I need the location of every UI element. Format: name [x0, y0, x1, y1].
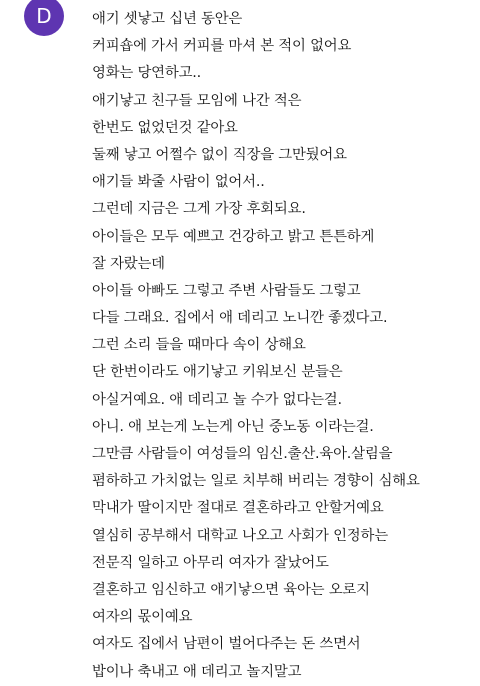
- comment-line: 그런데 지금은 그게 가장 후회되요.: [92, 201, 306, 218]
- comment-line: 애기 셋낳고 십년 동안은: [92, 11, 243, 27]
- comment-line: 애기낳고 친구들 모임에 나간 적은: [92, 92, 302, 109]
- comment-line: 그만큼 사람들이 여성들의 임신.출산.육아.살림을: [92, 446, 393, 462]
- comment-line: 결혼하고 임신하고 애기낳으면 육아는 오로지: [92, 581, 370, 598]
- comment-line: 단 한번이라도 애기낳고 키워보신 분들은: [92, 364, 343, 381]
- comment-line: 한번도 없었던것 같아요: [92, 119, 238, 136]
- comment-line: 아실거예요. 애 데리고 놀 수가 없다는걸.: [92, 391, 342, 408]
- comment-line: 애기들 봐줄 사람이 없어서..: [92, 174, 265, 191]
- comment-line: 여자도 집에서 남편이 벌어다주는 돈 쓰면서: [92, 636, 361, 653]
- comment-line: 폄하하고 가치없는 일로 치부해 버리는 경향이 심해요: [92, 473, 420, 490]
- comment-line: 다들 그래요. 집에서 애 데리고 노니깐 좋겠다고.: [92, 310, 388, 327]
- comment-line: 영화는 당연하고..: [92, 65, 202, 82]
- comment-line: 커피숍에 가서 커피를 마셔 본 적이 없어요: [92, 38, 352, 55]
- avatar[interactable]: D: [24, 0, 64, 36]
- comment-line: 둘째 낳고 어쩔수 없이 직장을 그만뒀어요: [92, 146, 347, 163]
- comment-line: 밥이나 축내고 애 데리고 놀지말고: [92, 663, 302, 680]
- comment-line: 아이들 아빠도 그렇고 주변 사람들도 그렇고: [92, 282, 361, 299]
- comment-line: 그런 소리 들을 때마다 속이 상해요: [92, 337, 306, 354]
- comment-line: 전문직 일하고 아무리 여자가 잘났어도: [92, 554, 329, 571]
- comment-body: [92, 6, 420, 686]
- comment-line: 여자의 몫이예요: [92, 609, 193, 626]
- comment-line: 잘 자랐는데: [92, 255, 165, 272]
- comment-line: 아니. 애 보는게 노는게 아닌 중노동 이라는걸.: [92, 418, 374, 435]
- comment-line: 막내가 딸이지만 절대로 결혼하라고 안할거예요: [92, 500, 384, 517]
- comment-line: 열심히 공부해서 대학교 나오고 사회가 인정하는: [92, 527, 388, 544]
- comment-line: 아이들은 모두 예쁘고 건강하고 밝고 튼튼하게: [92, 228, 375, 245]
